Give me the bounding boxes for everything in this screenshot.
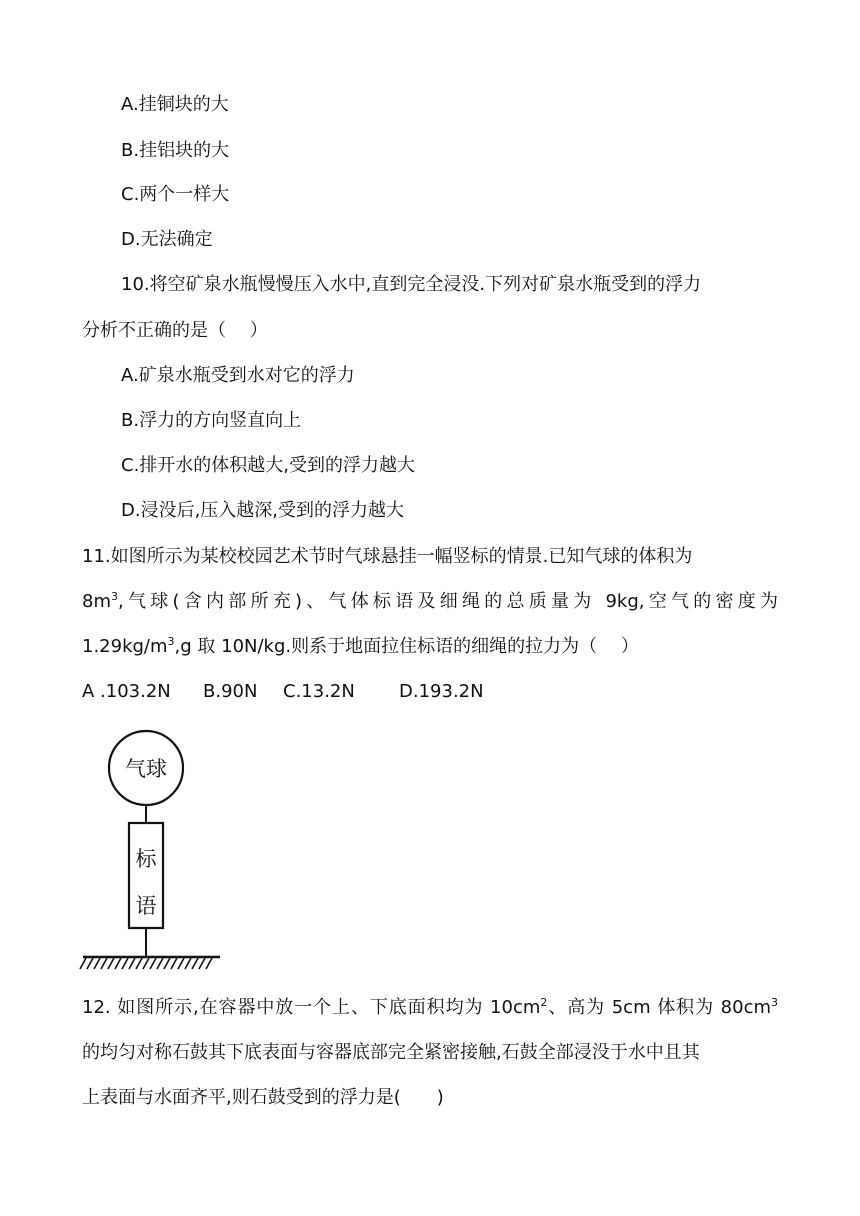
q11-option-b: B.90N bbox=[203, 681, 258, 702]
balloon-label: 气球 bbox=[125, 757, 167, 781]
hatch-stroke bbox=[87, 958, 93, 969]
hatch-stroke bbox=[192, 958, 198, 969]
hatch-stroke bbox=[164, 958, 170, 969]
q12-line3: 上表面与水面齐平,则石鼓受到的浮力是( ) bbox=[82, 1087, 444, 1108]
hatch-stroke bbox=[157, 958, 163, 969]
q11-option-d: D.193.2N bbox=[399, 681, 484, 702]
hatch-stroke bbox=[150, 958, 156, 969]
hatch-stroke bbox=[80, 958, 86, 969]
q11-stem-line2: $8m^3$,气球(含内部所充)、气体标语及细绳的总质量为 9kg,空气的密度为 bbox=[82, 590, 778, 612]
hatch-stroke bbox=[108, 958, 114, 969]
banner-char-1: 标 bbox=[135, 847, 157, 871]
q10-option-c: C.排开水的体积越大,受到的浮力越大 bbox=[121, 455, 416, 476]
hatch-stroke bbox=[101, 958, 107, 969]
q9-option-c: C.两个一样大 bbox=[121, 184, 230, 205]
hatch-stroke bbox=[185, 958, 191, 969]
q11-stem-line3: $1.29kg/m^3,g$ 取 10N/kg.则系于地面拉住标语的细绳的拉力为（ ） bbox=[82, 635, 639, 657]
hatch-stroke bbox=[143, 958, 149, 969]
q10-option-b: B.浮力的方向竖直向上 bbox=[121, 410, 302, 431]
q11-option-c: C.13.2N bbox=[283, 681, 355, 702]
ground-hatching bbox=[80, 958, 212, 969]
hatch-stroke bbox=[206, 958, 212, 969]
q11-option-a: A .103.2N bbox=[82, 681, 171, 702]
hatch-stroke bbox=[199, 958, 205, 969]
q11-stem-line1: 11.如图所示为某校校园艺术节时气球悬挂一幅竖标的情景.已知气球的体积为 bbox=[82, 546, 693, 567]
q10-stem-line2: 分析不正确的是（ ） bbox=[82, 320, 268, 341]
balloon-banner-figure bbox=[78, 726, 228, 976]
hatch-stroke bbox=[136, 958, 142, 969]
q10-option-a: A.矿泉水瓶受到水对它的浮力 bbox=[121, 365, 355, 386]
hatch-stroke bbox=[129, 958, 135, 969]
q9-option-b: B.挂铝块的大 bbox=[121, 140, 230, 161]
q12-line2: 的均匀对称石鼓其下底表面与容器底部完全紧密接触,石鼓全部浸没于水中且其 bbox=[82, 1042, 700, 1063]
hatch-stroke bbox=[171, 958, 177, 969]
q9-option-a: A.挂铜块的大 bbox=[121, 94, 229, 115]
hatch-stroke bbox=[94, 958, 100, 969]
q10-stem-line1: 10.将空矿泉水瓶慢慢压入水中,直到完全浸没.下列对矿泉水瓶受到的浮力 bbox=[121, 274, 702, 295]
banner-char-2: 语 bbox=[135, 894, 157, 918]
q9-option-d: D.无法确定 bbox=[121, 229, 213, 250]
hatch-stroke bbox=[178, 958, 184, 969]
q10-option-d: D.浸没后,压入越深,受到的浮力越大 bbox=[121, 500, 405, 521]
hatch-stroke bbox=[122, 958, 128, 969]
q11-options-row bbox=[82, 681, 582, 703]
hatch-stroke bbox=[115, 958, 121, 969]
q12-line1: 12. 如图所示,在容器中放一个上、下底面积均为 $10cm^2$、高为 5cm 体积为 $80cm^3$ bbox=[82, 996, 779, 1018]
